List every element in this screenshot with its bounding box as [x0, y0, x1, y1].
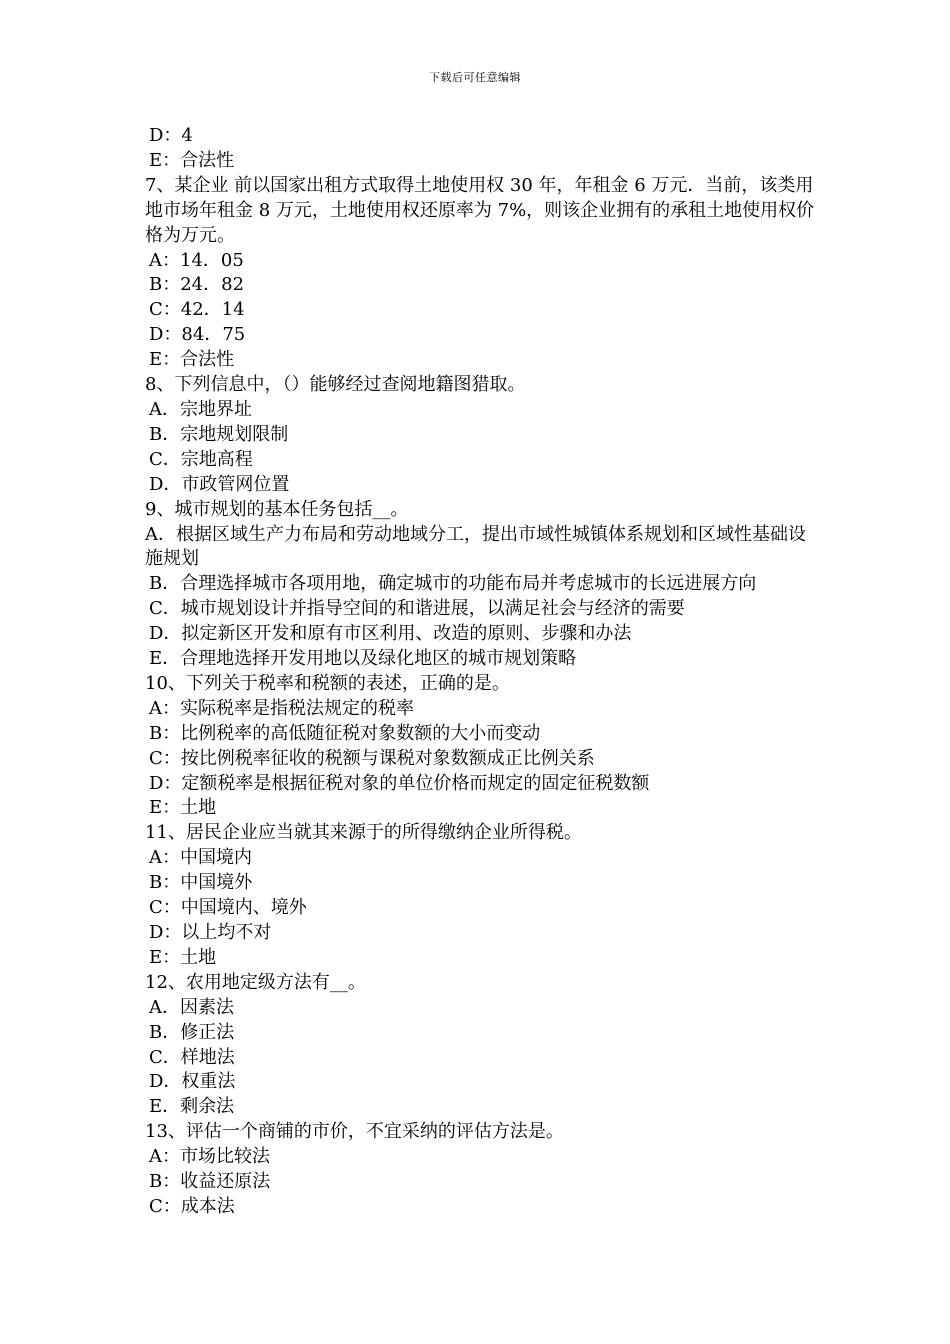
option-line: B：比例税率的高低随征税对象数额的大小而变动	[149, 722, 541, 744]
option-line: C：按比例税率征收的税额与课税对象数额成正比例关系	[149, 747, 595, 769]
option-line: E：合法性	[149, 349, 235, 371]
option-line: A．根据区域生产力布局和劳动地域分工，提出市域性城镇体系规划和区域性基础设施规划	[145, 523, 806, 570]
option-line: E：土地	[149, 797, 217, 819]
question-line: 8、下列信息中，（）能够经过查阅地籍图猎取。	[145, 374, 526, 396]
option-line: C：中国境内、境外	[149, 897, 307, 919]
option-line: A：中国境内	[149, 847, 252, 869]
option-line: A．因素法	[149, 996, 234, 1018]
option-line: D：以上均不对	[149, 922, 272, 943]
option-line: D：84．75	[149, 324, 246, 346]
option-line: D：4	[149, 125, 193, 146]
question-line: 13、评估一个商铺的市价，不宜采纳的评估方法是。	[145, 1121, 564, 1143]
option-line: B：24．82	[149, 274, 245, 296]
option-line: A：市场比较法	[149, 1146, 270, 1168]
question-line: 7、某企业 前以国家出租方式取得土地使用权 30 年，年租金 6 万元．当前，该类用地市场年租金 8 万元，土地使用权还原率为 7%，则该企业拥有的承租土地使用权价格为万元。	[145, 174, 815, 246]
option-line: C．样地法	[149, 1046, 235, 1068]
option-line: C：42．14	[149, 299, 245, 321]
document-body	[145, 124, 817, 1220]
page-header: 下载后可任意编辑	[429, 71, 521, 84]
option-line: C．宗地高程	[149, 448, 253, 470]
option-line: A．宗地界址	[149, 398, 252, 420]
question-line: 12、农用地定级方法有__。	[145, 971, 366, 993]
question-line: 11、居民企业应当就其来源于的所得缴纳企业所得税。	[145, 822, 582, 844]
option-line: B．合理选择城市各项用地，确定城市的功能布局并考虑城市的长远进展方向	[149, 573, 757, 595]
option-line: A：实际税率是指税法规定的税率	[149, 697, 414, 719]
option-line: E．剩余法	[149, 1096, 235, 1118]
option-line: D．权重法	[149, 1071, 236, 1093]
option-line: D．市政管网位置	[149, 473, 290, 495]
option-line: E．合理地选择开发用地以及绿化地区的城市规划策略	[149, 648, 577, 670]
option-line: E：合法性	[149, 149, 235, 171]
question-line: 9、城市规划的基本任务包括__。	[145, 498, 409, 520]
option-line: D：定额税率是根据征税对象的单位价格而规定的固定征税数额	[149, 772, 650, 794]
option-line: D．拟定新区开发和原有市区利用、改造的原则、步骤和办法	[149, 623, 632, 645]
option-line: A：14．05	[149, 249, 244, 271]
option-line: C：成本法	[149, 1195, 235, 1217]
question-line: 10、下列关于税率和税额的表述，正确的是。	[145, 672, 510, 694]
option-line: B．修正法	[149, 1021, 235, 1043]
option-line: B：中国境外	[149, 872, 253, 894]
option-line: B．宗地规划限制	[149, 423, 289, 445]
option-line: C．城市规划设计并指导空间的和谐进展，以满足社会与经济的需要	[149, 598, 685, 620]
option-line: E：土地	[149, 946, 217, 968]
option-line: B：收益还原法	[149, 1171, 271, 1193]
